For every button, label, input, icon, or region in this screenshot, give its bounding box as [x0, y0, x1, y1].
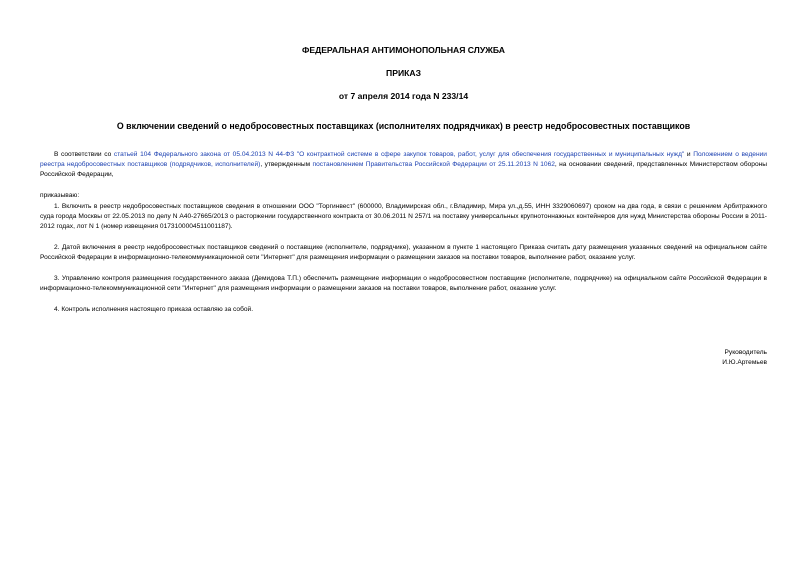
document-title: О включении сведений о недобросовестных поставщиках (исполнителях подрядчиках) в реестр недобросовестных поставщиков [116, 121, 691, 131]
preamble-text-1: В соответствии со [54, 151, 114, 158]
order-item-4: 4. Контроль исполнения настоящего приказа оставляю за собой. [54, 306, 254, 313]
order-item-2: 2. Датой включения в реестр недобросовестных поставщиков сведений о поставщике (исполнителе, подрядчике), указанном в пункте 1 настоящего Приказа считать дату размещения указанных сведений на официальном сайте Российской Федерации в информационно-телекоммуникационной сети "Интернет" для размещения информации о размещении заказов на поставки товаров, выполнение работ, оказание услуг. [40, 244, 767, 261]
order-word: приказываю: [40, 192, 80, 199]
government-decree-link[interactable]: постановлением Правительства Российской Федерации от 25.11.2013 N 1062 [312, 161, 555, 168]
order-item-3: 3. Управлению контроля размещения государственного заказа (Демидова Т.П.) обеспечить размещение информации о недобросовестном поставщике (исполнителе, подрядчике) на официальном сайте Российской Федерации в информационно-телекоммуникационной сети "Интернет" для размещения информации о размещении заказов на поставки товаров, выполнение работ, оказание услуг. [40, 275, 767, 292]
preamble-text-2: и [684, 151, 694, 158]
agency-heading: ФЕДЕРАЛЬНАЯ АНТИМОНОПОЛЬНАЯ СЛУЖБА [302, 45, 505, 55]
registry-regulation-link[interactable]: Положением о ведении реестра недобросовестных поставщиков (подрядчиков, исполнителей) [40, 151, 767, 168]
signature-name: И.Ю.Артемьев [722, 359, 767, 366]
preamble-text-3: , утвержденным [260, 161, 313, 168]
order-item-1: 1. Включить в реестр недобросовестных поставщиков сведения в отношении ООО "Торгинвест" (600000, Владимирская обл., г.Владимир, Мира ул.,д.55, ИНН 3329060697) сроком на два года, в связи с решением Арбитражного суда города Москвы от 22.05.2013 по делу N А40-27665/2013 о расторжении государственного контракта от 30.06.2011 N 257/1 на поставку универсальных крупнотоннажных контейнеров для нужд Министерства обороны России в 2011-2012 годах, лот N 1 (номер извещения 0173100004511001187). [40, 203, 767, 230]
preamble-text-4: , на основании сведений, представленных Министерством обороны Российской Федерации, [40, 161, 767, 178]
date-number-heading: от 7 апреля 2014 года N 233/14 [338, 91, 469, 101]
law-44-fz-link[interactable]: статьей 104 Федерального закона от 05.04.2013 N 44-ФЗ "О контрактной системе в сфере закупок товаров, работ, услуг для обеспечения государственных и муниципальных нужд" [113, 151, 685, 158]
doc-type-heading: ПРИКАЗ [386, 68, 421, 78]
signature-role: Руководитель [724, 349, 767, 356]
preamble-paragraph [40, 150, 767, 180]
